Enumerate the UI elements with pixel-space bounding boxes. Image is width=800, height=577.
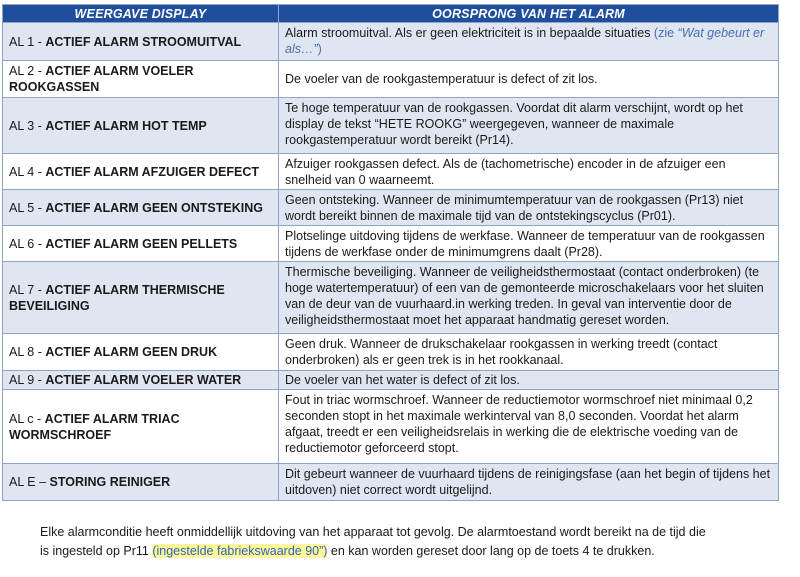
footer-note [40, 523, 780, 561]
alarm-description: Afzuiger rookgassen defect. Als de (tachometrische) encoder in de afzuiger een snelheid van 0 waarneemt. [279, 154, 779, 190]
alarm-description: Thermische beveiliging. Wanneer de veiligheidsthermostaat (contact onderbroken) (te hoge watertemperatuur) of een van de gemonteerde microschakelaars voor het sluiten van de deur van de vuurhaard.in werking treden. In geval van interventie door de veiligheidsthermostaat moet het apparaat handmatig gereset worden. [279, 262, 779, 334]
alarm-code-cell: AL E – STORING REINIGER [3, 464, 279, 501]
alarm-description: De voeler van de rookgastemperatuur is defect of zit los. [279, 61, 779, 98]
table-row [3, 371, 779, 390]
table-row [3, 262, 779, 334]
table-row [3, 390, 779, 464]
alarm-code-cell: AL c - ACTIEF ALARM TRIAC WORMSCHROEF [3, 390, 279, 464]
table-row [3, 334, 779, 371]
alarm-description: Dit gebeurt wanneer de vuurhaard tijdens de reinigingsfase (aan het begin of tijdens het uitdoven) niet correct wordt uitgelijnd. [279, 464, 779, 501]
table-header-row [3, 5, 779, 23]
factory-value-highlight: (ingestelde fabriekswaarde 90”) [152, 544, 328, 558]
header-oorsprong-alarm: OORSPRONG VAN HET ALARM [279, 5, 779, 23]
alarm-description: Geen druk. Wanneer de drukschakelaar rookgassen in werking treedt (contact onderbroken) als er geen trek is in het rookkanaal. [279, 334, 779, 371]
alarm-description: De voeler van het water is defect of zit los. [279, 371, 779, 390]
alarm-code-cell: AL 9 - ACTIEF ALARM VOELER WATER [3, 371, 279, 390]
table-row [3, 464, 779, 501]
alarm-code-cell: AL 4 - ACTIEF ALARM AFZUIGER DEFECT [3, 154, 279, 190]
alarm-description: Fout in triac wormschroef. Wanneer de reductiemotor wormschroef niet minimaal 0,2 seconden stopt in het maximale werkinterval van 8,0 seconden. Voordat het alarm afgaat, treedt er een veiligheidsrelais in werking die de elektrische voeding van de reductiemotor geforceerd stopt. [279, 390, 779, 464]
alarm-description: Alarm stroomuitval. Als er geen elektriciteit is in bepaalde situaties (zie “Wat gebeurt er als…”) [279, 23, 779, 61]
alarm-code-cell: AL 7 - ACTIEF ALARM THERMISCHE BEVEILIGING [3, 262, 279, 334]
alarm-description: Geen ontsteking. Wanneer de minimumtemperatuur van de rookgassen (Pr13) niet wordt bereikt binnen de maximale tijd van de ontstekingscyclus (Pr01). [279, 190, 779, 226]
reference-link[interactable]: (zie “Wat gebeurt er als…”) [285, 26, 765, 56]
alarm-code-cell: AL 3 - ACTIEF ALARM HOT TEMP [3, 98, 279, 154]
header-weergave-display: WEERGAVE DISPLAY [3, 5, 279, 23]
table-row [3, 226, 779, 262]
footer-line-2: is ingesteld op Pr11 (ingestelde fabriekswaarde 90”) en kan worden gereset door lang op de toets 4 te drukken. [40, 544, 655, 558]
table-row [3, 23, 779, 61]
alarm-table [2, 4, 779, 501]
alarm-description: Plotselinge uitdoving tijdens de werkfase. Wanneer de temperatuur van de rookgassen tijdens de werkfase onder de minimumgrens daalt (Pr28). [279, 226, 779, 262]
alarm-code-cell: AL 2 - ACTIEF ALARM VOELER ROOKGASSEN [3, 61, 279, 98]
alarm-code-cell: AL 1 - ACTIEF ALARM STROOMUITVAL [3, 23, 279, 61]
alarm-code-cell: AL 6 - ACTIEF ALARM GEEN PELLETS [3, 226, 279, 262]
table-row [3, 98, 779, 154]
alarm-code-cell: AL 8 - ACTIEF ALARM GEEN DRUK [3, 334, 279, 371]
alarm-code-cell: AL 5 - ACTIEF ALARM GEEN ONTSTEKING [3, 190, 279, 226]
table-row [3, 190, 779, 226]
footer-line-1: Elke alarmconditie heeft onmiddellijk uitdoving van het apparaat tot gevolg. De alarmtoestand wordt bereikt na de tijd die [40, 525, 706, 539]
table-row [3, 61, 779, 98]
table-row [3, 154, 779, 190]
alarm-description: Te hoge temperatuur van de rookgassen. Voordat dit alarm verschijnt, wordt op het display de tekst “HETE ROOKG” weergegeven, wanneer de maximale rookgastemperatuur wordt bereikt (Pr14). [279, 98, 779, 154]
